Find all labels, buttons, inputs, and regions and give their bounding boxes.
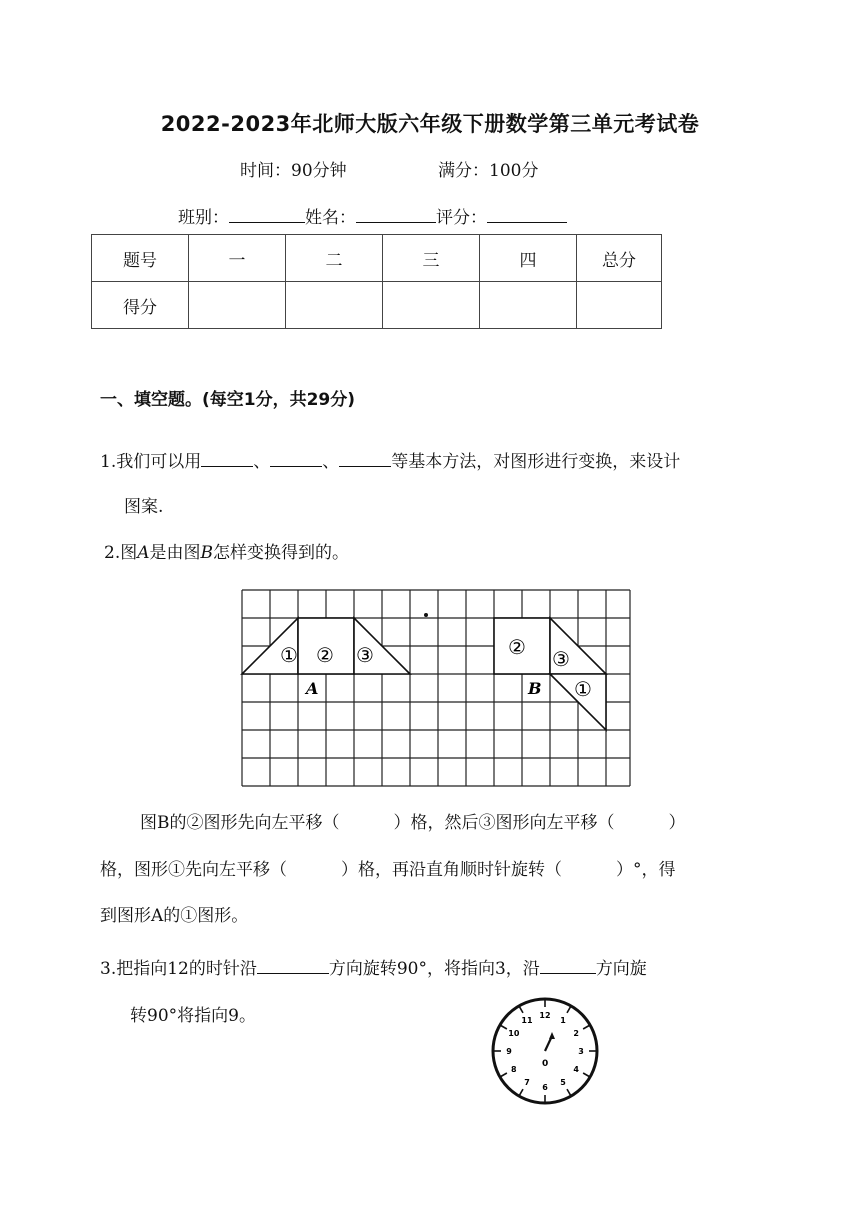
q2-line2-b: ）格，再沿直角顺时针旋转（ [341,860,562,880]
clock-center-label: 0 [542,1059,549,1069]
clock-number: 1 [560,1015,566,1025]
transformation-grid-figure [240,588,632,788]
clock-number: 5 [560,1078,566,1088]
score-table-score-row [92,282,662,329]
figure-b-circle-2: ② [508,635,526,659]
score-blank[interactable] [487,204,567,223]
clock-number: 2 [573,1029,579,1038]
q2-line2-a: 格，图形①先向左平移（ [100,860,287,880]
figure-b-circle-3: ③ [552,647,570,671]
score-label: 评分： [436,208,487,228]
clock-figure [490,996,600,1106]
figure-a-circle-2: ② [316,643,334,667]
question-2-prompt [104,538,349,563]
score-cell: 得分 [92,282,189,329]
section-1-heading: 一、填空题。(每空1分，共29分) [100,390,356,410]
score-cell: 四 [480,235,577,282]
q2-a: A [137,543,150,563]
score-input-cell[interactable] [286,282,383,329]
figure-a-circle-1: ① [280,643,298,667]
full-marks-label: 满分：100分 [438,161,539,181]
score-table-header-row [92,235,662,282]
score-cell: 二 [286,235,383,282]
stray-dot-mark [424,613,428,617]
q3-text-c: 方向旋 [595,959,647,979]
score-cell: 总分 [577,235,662,282]
score-cell: 题号 [92,235,189,282]
q2-line1-a: 图B的②图形先向左平移（ [140,813,340,833]
q3-text-b: 方向旋转90°，将指向3，沿 [328,959,540,979]
question-2-line-2 [100,855,676,880]
q2-prefix: 2.图 [104,543,138,563]
clock-number: 3 [578,1047,584,1056]
q3-blank-2[interactable] [540,955,596,974]
q1-text-b: 等基本方法，对图形进行变换，来设计 [391,452,681,472]
q1-blank-3[interactable] [339,448,391,467]
class-label: 班别： [178,208,229,228]
clock-number: 11 [521,1015,533,1025]
clock-number: 9 [506,1047,512,1056]
question-2-line-3: 到图形A的①图形。 [100,906,249,926]
score-table [91,234,662,329]
clock-number: 12 [539,1011,551,1020]
q2-line2-c: ）°，得 [616,860,676,880]
clock-number: 4 [573,1065,579,1074]
score-input-cell[interactable] [383,282,480,329]
score-input-cell[interactable] [189,282,286,329]
score-cell: 一 [189,235,286,282]
question-2-line-1 [140,808,686,833]
clock-number: 7 [524,1078,530,1088]
q1-text-a: 1.我们可以用 [100,452,202,472]
q2-suffix: 怎样变换得到的。 [213,543,350,563]
clock-number: 10 [508,1029,520,1038]
q1-blank-1[interactable] [201,448,253,467]
question-1-line-2: 图案. [124,497,164,517]
score-cell: 三 [383,235,480,282]
student-info-line [178,203,567,228]
figure-b-label: B [528,679,542,698]
score-input-cell[interactable] [577,282,662,329]
class-blank[interactable] [229,204,305,223]
score-input-cell[interactable] [480,282,577,329]
clock-number: 8 [511,1065,517,1074]
figure-b-circle-1: ① [574,677,592,701]
q3-text-a: 3.把指向12的时针沿 [100,959,257,979]
figure-a-label: A [306,679,319,698]
q2-line1-b: ）格，然后③图形向左平移（ [393,813,615,833]
name-blank[interactable] [356,204,436,223]
question-3-line-2: 转90°将指向9。 [130,1006,256,1026]
q1-sep: 、 [253,452,271,472]
question-1-line-1 [100,447,680,472]
q2-mid: 是由图 [149,543,201,563]
q3-blank-1[interactable] [257,955,329,974]
clock-number: 6 [542,1083,548,1092]
q2-b: B [200,543,214,563]
page-title: 2022-2023年北师大版六年级下册数学第三单元考试卷 [160,112,700,136]
q1-sep: 、 [322,452,340,472]
figure-a-circle-3: ③ [356,643,374,667]
time-label: 时间：90分钟 [240,161,347,181]
q2-line1-c: ） [668,813,686,833]
q1-blank-2[interactable] [270,448,322,467]
name-label: 姓名： [305,208,356,228]
question-3-line-1 [100,954,647,979]
